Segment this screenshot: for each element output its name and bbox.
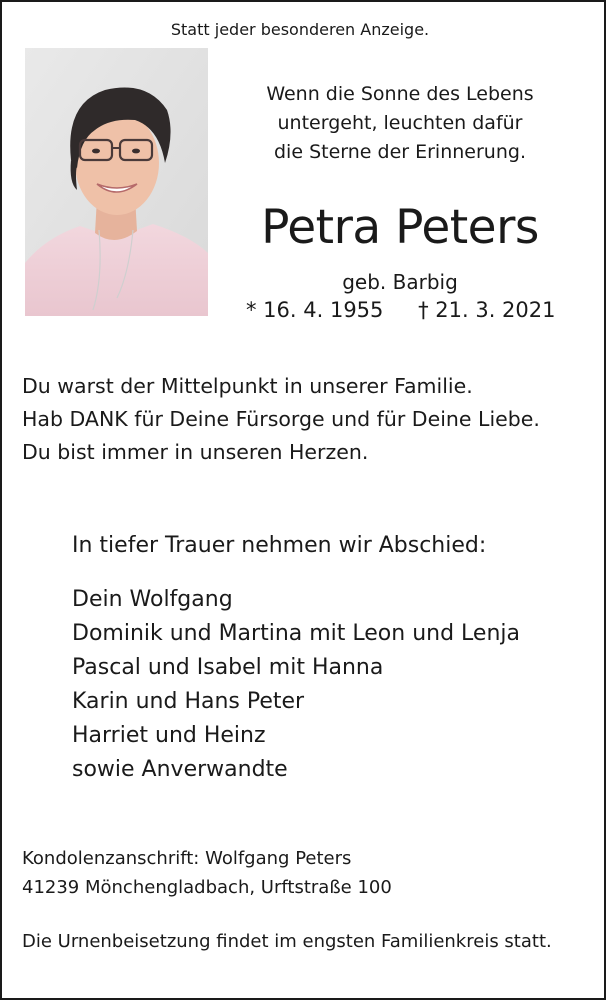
- mourner-item: Karin und Hans Peter: [72, 689, 305, 714]
- notice-text: Statt jeder besonderen Anzeige.: [170, 20, 430, 39]
- portrait-photo: [25, 48, 208, 316]
- portrait-image: [25, 48, 208, 316]
- urn-notice: Die Urnenbeisetzung findet im engsten Familienkreis statt.: [22, 931, 552, 952]
- condolence-line: Kondolenzanschrift: Wolfgang Peters: [22, 848, 352, 869]
- mourner-item: Pascal und Isabel mit Hanna: [72, 655, 384, 680]
- deceased-name: Petra Peters: [261, 200, 539, 255]
- message-line: Du warst der Mittelpunkt in unserer Familie.: [22, 374, 473, 398]
- birth-name: geb. Barbig: [342, 270, 458, 294]
- message-line: Hab DANK für Deine Fürsorge und für Deine Liebe.: [22, 407, 540, 431]
- life-dates: [246, 298, 556, 322]
- farewell-heading: In tiefer Trauer nehmen wir Abschied:: [72, 533, 487, 558]
- quote-line: untergeht, leuchten dafür: [277, 112, 523, 134]
- message-line: Du bist immer in unseren Herzen.: [22, 440, 369, 464]
- mourner-item: Dein Wolfgang: [72, 587, 233, 612]
- death-date: † 21. 3. 2021: [418, 298, 556, 322]
- mourners-list: [72, 583, 520, 787]
- quote-line: Wenn die Sonne des Lebens: [266, 83, 534, 105]
- mourner-item: Dominik und Martina mit Leon und Lenja: [72, 621, 520, 646]
- memorial-quote: [250, 80, 550, 167]
- mourner-item: Harriet und Heinz: [72, 723, 266, 748]
- birth-date: * 16. 4. 1955: [246, 298, 384, 322]
- mourner-item: sowie Anverwandte: [72, 757, 288, 782]
- family-message: [22, 370, 582, 469]
- condolence-line: 41239 Mönchengladbach, Urftstraße 100: [22, 877, 392, 898]
- condolence-address: [22, 844, 582, 902]
- quote-line: die Sterne der Erinnerung.: [274, 141, 526, 163]
